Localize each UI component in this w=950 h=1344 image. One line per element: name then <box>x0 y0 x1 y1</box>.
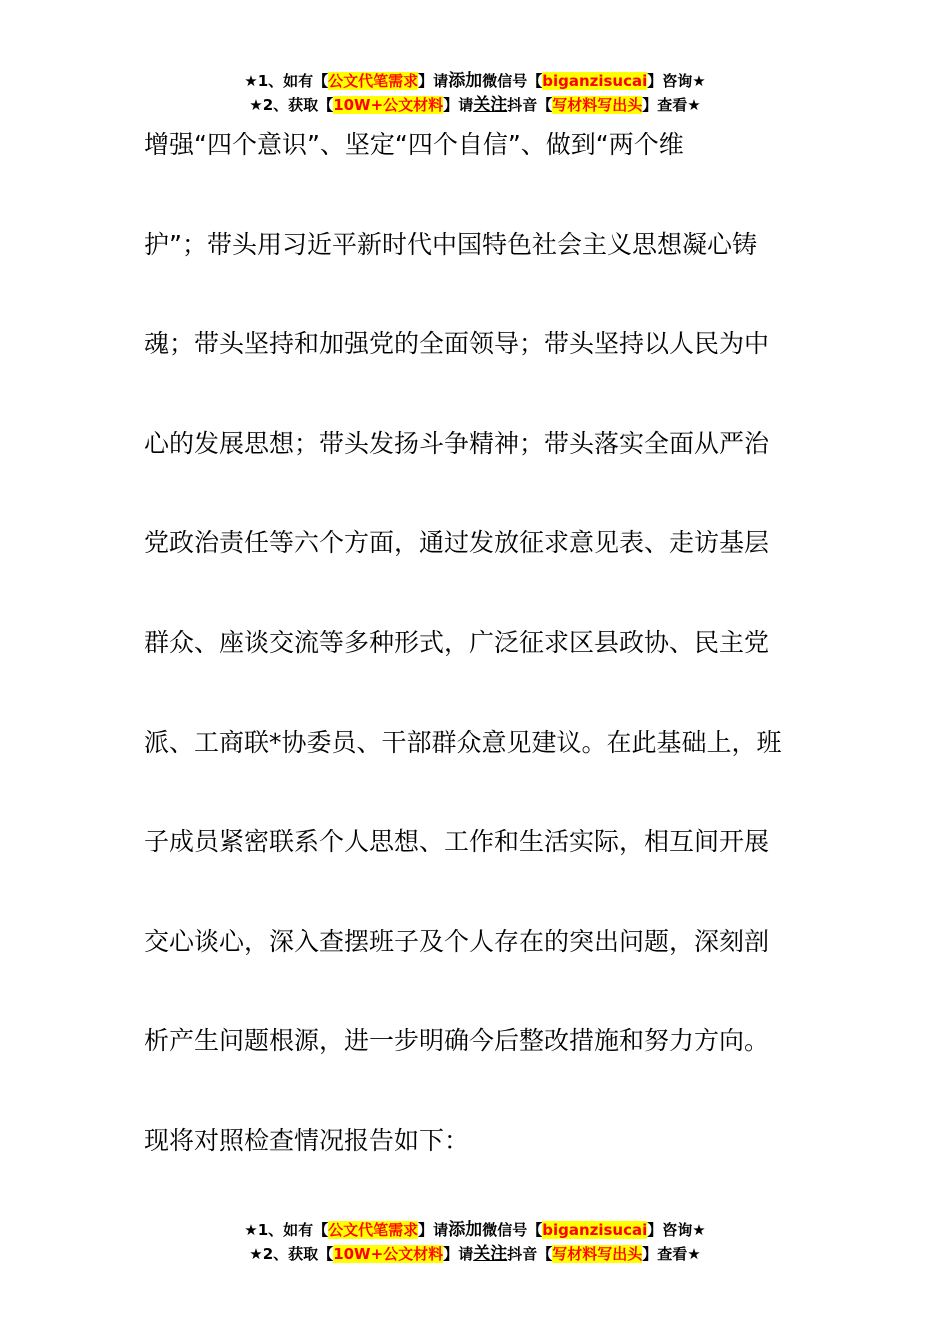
banner-line-2 <box>0 1242 950 1266</box>
banner-line-2 <box>0 93 950 117</box>
banner-text: ★2、获取【 <box>249 96 334 114</box>
banner-highlight: biganzisucai <box>542 1221 648 1239</box>
banner-text: ★2、获取【 <box>249 1245 334 1263</box>
banner-text: 】咨询★ <box>647 1221 706 1239</box>
banner-text: 】请 <box>418 1221 449 1239</box>
header-banner <box>0 69 950 117</box>
banner-highlight: 公文代笔需求 <box>328 1221 419 1239</box>
body-line: 增强“四个意识”、坚定“四个自信”、做到“两个维 <box>144 130 684 159</box>
body-line: 群众、座谈交流等多种形式，广泛征求区县政协、民主党 <box>144 627 770 657</box>
banner-emphasis: 添加 <box>448 71 483 91</box>
body-line: 护”；带头用习近平新时代中国特色社会主义思想凝心铸 <box>144 229 757 259</box>
banner-text: 抖音【 <box>507 96 553 114</box>
banner-line-1 <box>0 1218 950 1242</box>
banner-text: 】咨询★ <box>647 72 706 90</box>
body-line: 析产生问题根源，进一步明确今后整改措施和努力方向。 <box>144 1026 770 1056</box>
banner-emphasis: 添加 <box>448 1220 483 1240</box>
body-line: 交心谈心，深入查摆班子及个人存在的突出问题，深刻剖 <box>144 926 770 956</box>
banner-text: ★1、如有【 <box>244 1221 329 1239</box>
body-line: 子成员紧密联系个人思想、工作和生活实际，相互间开展 <box>144 827 770 857</box>
banner-emphasis: 关注 <box>473 1244 508 1264</box>
banner-text: ★1、如有【 <box>244 72 329 90</box>
body-line: 现将对照检查情况报告如下： <box>144 1125 470 1155</box>
banner-highlight: 10W+公文材料 <box>333 96 444 114</box>
banner-text: 微信号【 <box>482 1221 543 1239</box>
banner-text: 】查看★ <box>642 96 701 114</box>
footer-banner <box>0 1218 950 1266</box>
banner-line-1 <box>0 69 950 93</box>
banner-highlight: 公文代笔需求 <box>328 72 419 90</box>
banner-highlight: 写材料写出头 <box>552 1245 643 1263</box>
document-body <box>144 117 824 1213</box>
banner-highlight: 10W+公文材料 <box>333 1245 444 1263</box>
banner-highlight: 写材料写出头 <box>552 96 643 114</box>
banner-text: 微信号【 <box>482 72 543 90</box>
banner-emphasis: 关注 <box>473 95 508 115</box>
banner-text: 】请 <box>443 96 474 114</box>
body-line: 派、工商联*协委员、干部群众意见建议。在此基础上，班 <box>144 727 782 757</box>
body-line: 心的发展思想；带头发扬斗争精神；带头落实全面从严治 <box>144 428 770 458</box>
banner-highlight: biganzisucai <box>542 72 648 90</box>
body-line: 魂；带头坚持和加强党的全面领导；带头坚持以人民为中 <box>144 329 770 359</box>
banner-text: 】请 <box>418 72 449 90</box>
banner-text: 】查看★ <box>642 1245 701 1263</box>
body-line: 党政治责任等六个方面，通过发放征求意见表、走访基层 <box>144 528 770 558</box>
banner-text: 抖音【 <box>507 1245 553 1263</box>
banner-text: 】请 <box>443 1245 474 1263</box>
